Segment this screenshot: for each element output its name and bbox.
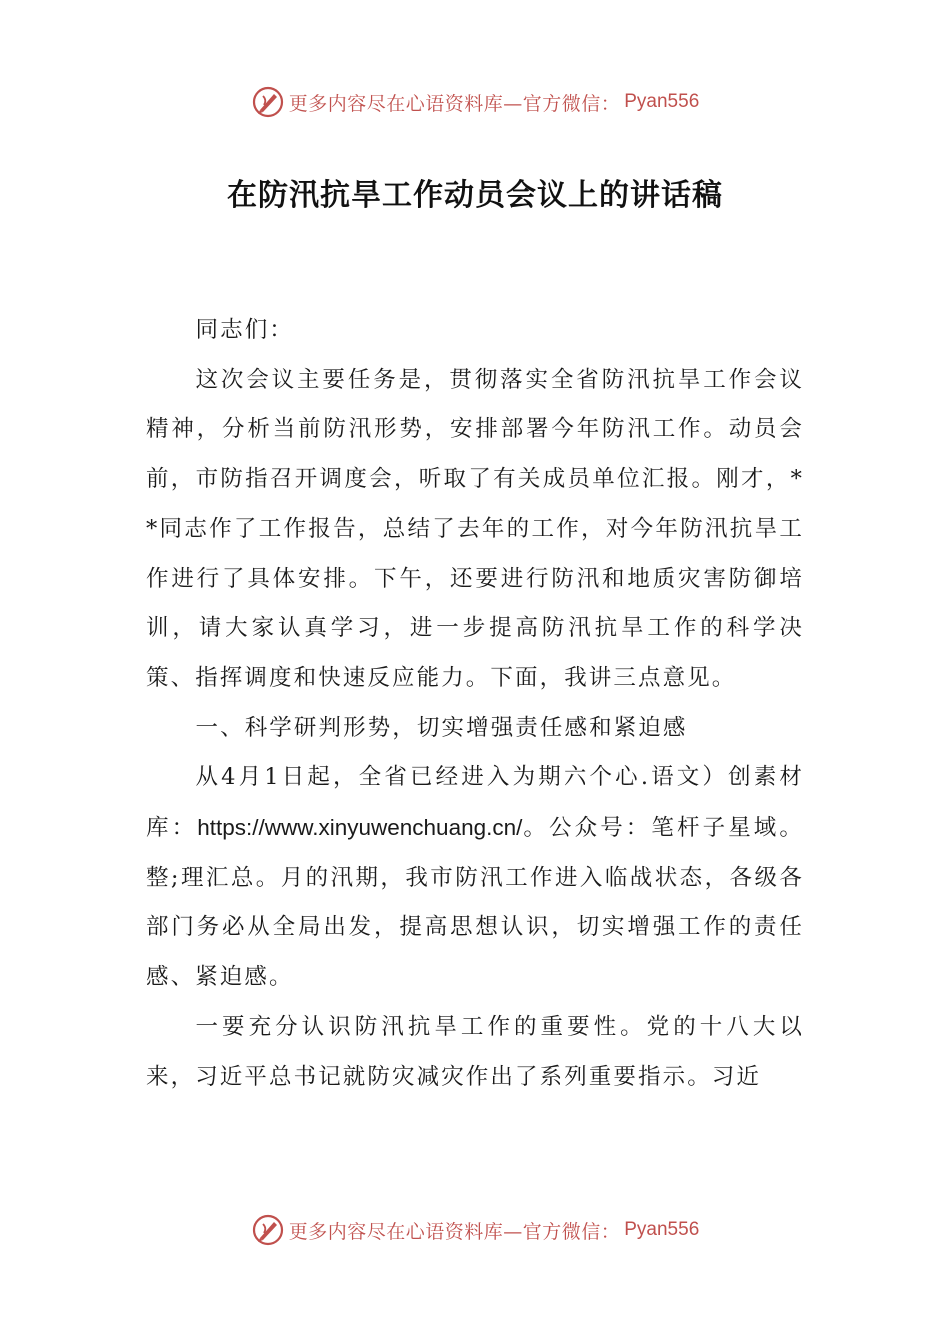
pen-logo-icon [251,85,285,119]
footer-banner-text: 更多内容尽在心语资料库—官方微信： [288,1220,621,1243]
paragraph-three-end: 。公众号：笔杆子星域。整;理汇总。月的汛期，我市防汛工作进入临战状态，各级各部门务必从全局出发，提高思想认识，切实增强工作的责任感、紧迫感。 [146,815,804,991]
salutation: 同志们： [195,317,294,343]
banner-text: 更多内容尽在心语资料库—官方微信： [288,92,621,115]
section-heading-one: 一、科学研判形势，切实增强责任感和紧迫感 [195,714,688,741]
wechat-id: Pyan556 [624,91,700,112]
paragraph-three [146,753,804,1003]
footer-banner [0,1210,950,1250]
document-title: 在防汛抗旱工作动员会议上的讲话稿 [227,178,723,213]
intro-paragraph: 这次会议主要任务是，贯彻落实全省防汛抗旱工作会议精神，分析当前防汛形势，安排部署今年防汛工作。动员会前，市防指召开调度会，听取了有关成员单位汇报。刚才，**同志作了工作报告，总结了去年的工作，对今年防汛抗旱工作进行了具体安排。下午，还要进行防汛和地质灾害防御培训，请大家认真学习，进一步提高防汛抗旱工作的科学决策、指挥调度和快速反应能力。下面，我讲三点意见。 [146,366,804,691]
paragraph-four: 一要充分认识防汛抗旱工作的重要性。党的十八大以来，习近平总书记就防灾减灾作出了系列重要指示。习近 [146,1013,804,1090]
header-banner [0,82,950,122]
footer-wechat-id: Pyan556 [624,1219,700,1240]
pen-logo-icon [251,1213,285,1247]
website-link[interactable]: https://www.xinyuwenchuang.cn/ [197,815,523,841]
paragraph-three-start: 从4月1日起，全省已经进入为期六个心.语文）创素材库： [146,764,804,842]
document-body [146,306,804,1102]
